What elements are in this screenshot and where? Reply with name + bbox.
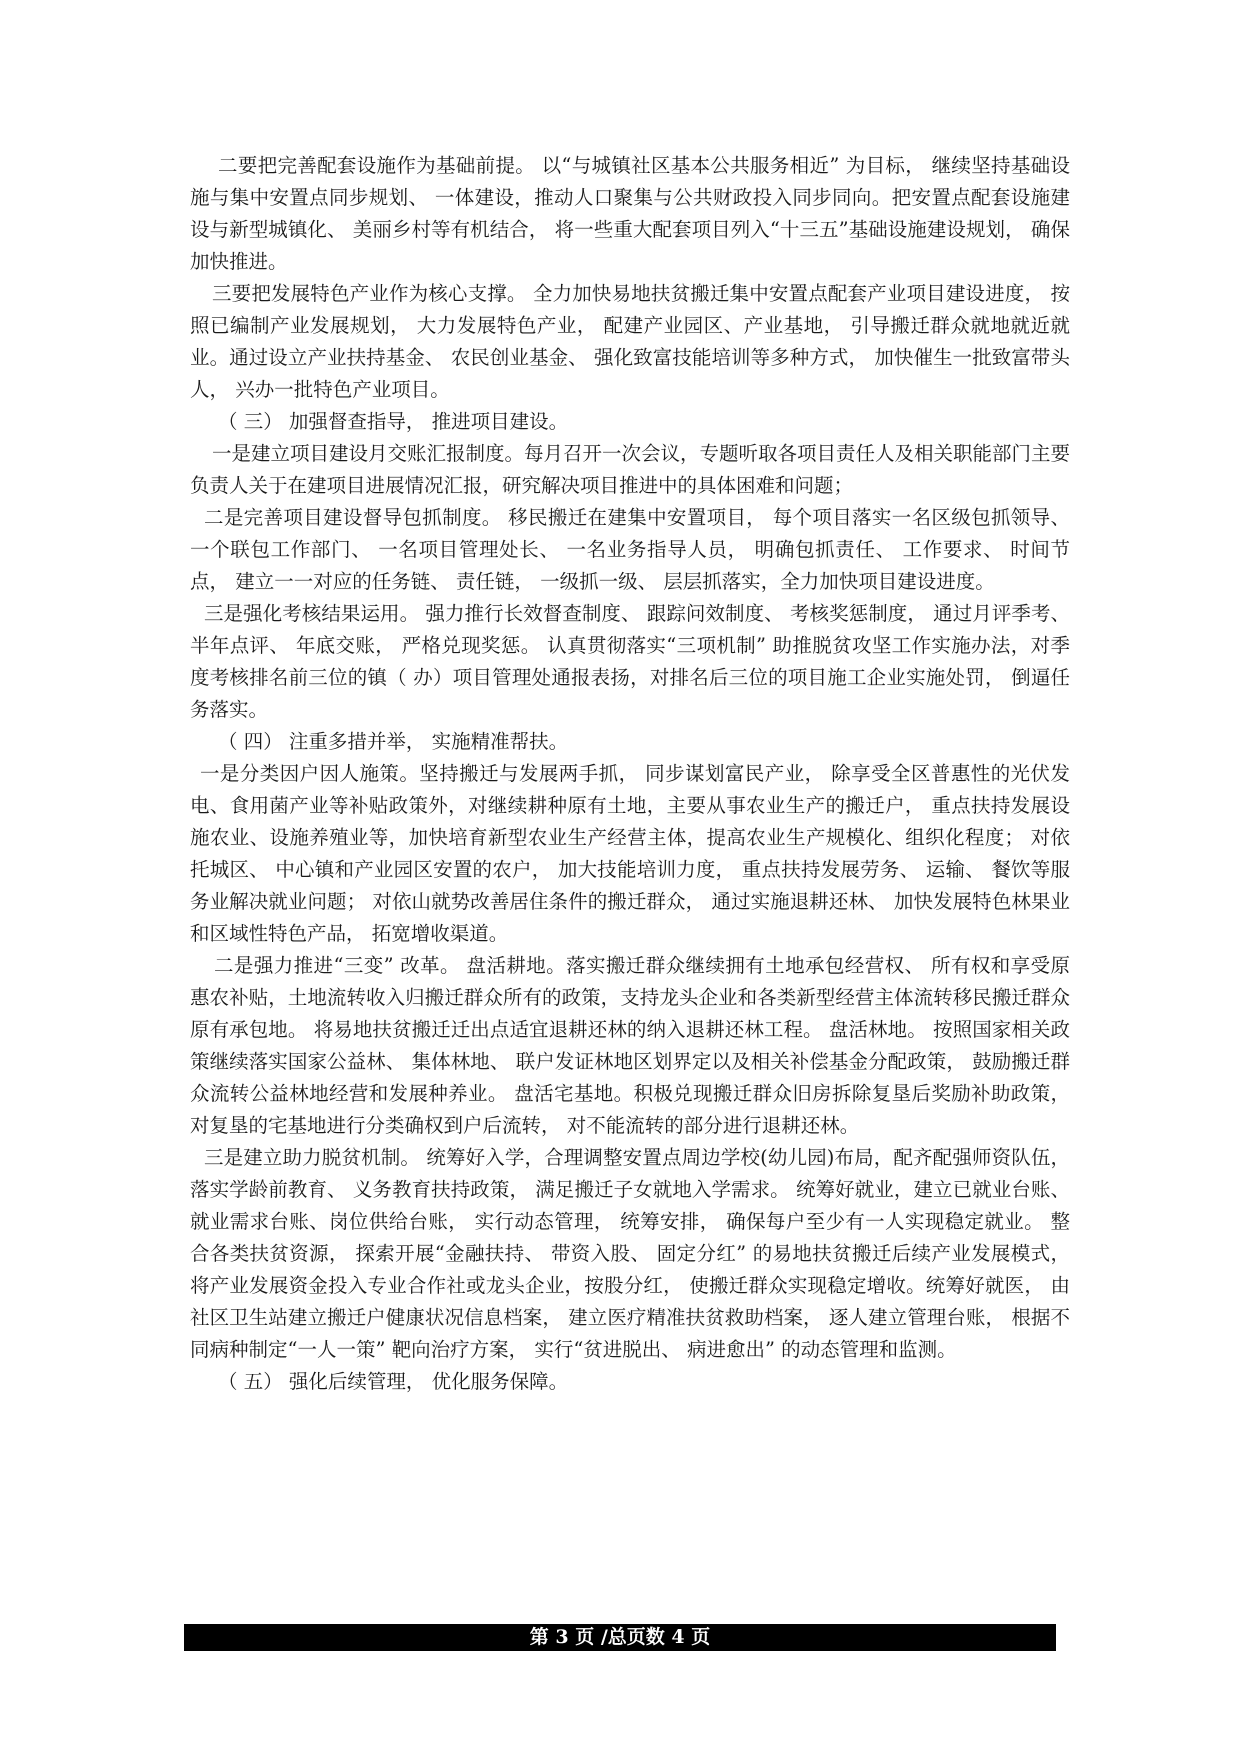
paragraph: 二是完善项目建设督导包抓制度。 移民搬迁在建集中安置项目， 每个项目落实一名区级包抓领导、 一个联包工作部门、 一名项目管理处长、 一名业务指导人员， 明确包抓责任、 工作要求、 时间节点， 建立一一对应的任务链、 责任链， 一级抓一级、 层层抓落实，全力加快项目建设进度。 — [190, 506, 1070, 593]
section-heading: （ 四） 注重多措并举， 实施精准帮扶。 — [218, 730, 569, 753]
page-footer — [184, 1624, 1056, 1651]
section-heading: （ 三） 加强督查指导， 推进项目建设。 — [218, 410, 569, 433]
paragraph: 三是强化考核结果运用。 强力推行长效督查制度、 跟踪问效制度、 考核奖惩制度， 通过月评季考、 半年点评、 年底交账， 严格兑现奖惩。 认真贯彻落实“三项机制” 助推脱贫攻坚工作实施办法，对季度考核排名前三位的镇（ 办）项目管理处通报表扬，对排名后三位的项目施工企业实施处罚， 倒逼任务落实。 — [190, 602, 1070, 721]
paragraph: 二要把完善配套设施作为基础前提。 以“与城镇社区基本公共服务相近” 为目标， 继续坚持基础设施与集中安置点同步规划、 一体建设，推动人口聚集与公共财政投入同步同向。把安置点配套设施建设与新型城镇化、 美丽乡村等有机结合， 将一些重大配套项目列入“十三五”基础设施建设规划， 确保加快推进。 — [190, 154, 1070, 273]
paragraph: 一是分类因户因人施策。坚持搬迁与发展两手抓， 同步谋划富民产业， 除享受全区普惠性的光伏发电、食用菌产业等补贴政策外，对继续耕种原有土地，主要从事农业生产的搬迁户， 重点扶持发展设施农业、设施养殖业等，加快培育新型农业生产经营主体，提高农业生产规模化、组织化程度； 对依托城区、 中心镇和产业园区安置的农户， 加大技能培训力度， 重点扶持发展劳务、 运输、 餐饮等服务业解决就业问题； 对依山就势改善居住条件的搬迁群众， 通过实施退耕还林、 加快发展特色林果业和区域性特色产品， 拓宽增收渠道。 — [190, 762, 1070, 945]
paragraph: 三是建立助力脱贫机制。 统筹好入学，合理调整安置点周边学校(幼儿园)布局，配齐配强师资队伍， 落实学龄前教育、 义务教育扶持政策， 满足搬迁子女就地入学需求。 统筹好就业，建立已就业台账、 就业需求台账、岗位供给台账， 实行动态管理， 统筹安排， 确保每户至少有一人实现稳定就业。 整合各类扶贫资源， 探索开展“金融扶持、 带资入股、 固定分红” 的易地扶贫搬迁后续产业发展模式， 将产业发展资金投入专业合作社或龙头企业，按股分红， 使搬迁群众实现稳定增收。统筹好就医， 由社区卫生站建立搬迁户健康状况信息档案， 建立医疗精准扶贫救助档案， 逐人建立管理台账， 根据不同病种制定“一人一策” 靶向治疗方案， 实行“贫进脱出、 病进愈出” 的动态管理和监测。 — [190, 1146, 1070, 1361]
paragraph: 一是建立项目建设月交账汇报制度。每月召开一次会议，专题听取各项目责任人及相关职能部门主要负责人关于在建项目进展情况汇报，研究解决项目推进中的具体困难和问题； — [190, 442, 1071, 497]
section-heading: （ 五） 强化后续管理， 优化服务保障。 — [218, 1370, 569, 1393]
paragraph: 三要把发展特色产业作为核心支撑。 全力加快易地扶贫搬迁集中安置点配套产业项目建设进度， 按照已编制产业发展规划， 大力发展特色产业， 配建产业园区、产业基地， 引导搬迁群众就地就近就业。通过设立产业扶持基金、 农民创业基金、 强化致富技能培训等多种方式， 加快催生一批致富带头人， 兴办一批特色产业项目。 — [190, 282, 1070, 401]
document-body — [190, 150, 1070, 1398]
page-number-text: 第 3 页 /总页数 4 页 — [529, 1626, 711, 1648]
paragraph: 二是强力推进“三变” 改革。 盘活耕地。落实搬迁群众继续拥有土地承包经营权、 所有权和享受原惠农补贴，土地流转收入归搬迁群众所有的政策，支持龙头企业和各类新型经营主体流转移民搬迁群众原有承包地。 将易地扶贫搬迁迁出点适宜退耕还林的纳入退耕还林工程。 盘活林地。 按照国家相关政策继续落实国家公益林、 集体林地、 联户发证林地区划界定以及相关补偿基金分配政策， 鼓励搬迁群众流转公益林地经营和发展种养业。 盘活宅基地。积极兑现搬迁群众旧房拆除复垦后奖励补助政策，对复垦的宅基地进行分类确权到户后流转， 对不能流转的部分进行退耕还林。 — [190, 954, 1070, 1137]
